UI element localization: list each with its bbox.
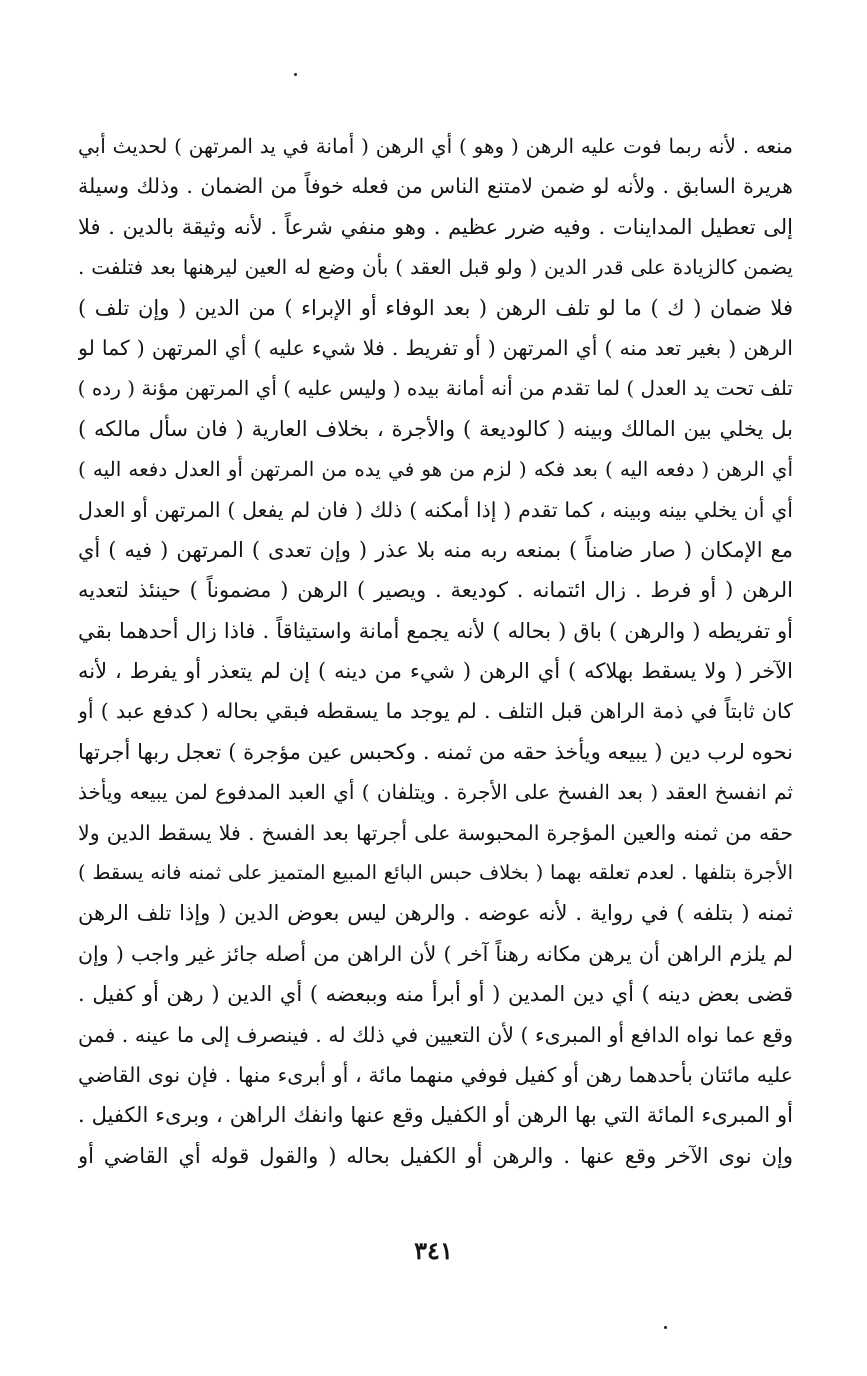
text-line: هريرة السابق . ولأنه لو ضمن لامتنع الناس من فعله خوفاً من الضمان . وذلك وسيلة <box>78 174 793 199</box>
text-line: نحوه لرب دين ( يبيعه ويأخذ حقه من ثمنه . وكحبس عين مؤجرة ) تعجل ربها أجرتها <box>78 739 793 764</box>
scan-speck <box>664 1326 667 1329</box>
text-line: أو تفريطه ( والرهن ) باق ( بحاله ) لأنه يجمع أمانة واستيثاقاً . فاذا زال أحدهما بقي <box>78 618 793 643</box>
text-line: وإن نوى الآخر وقع عنها . والرهن أو الكفيل بحاله ( والقول قوله أي القاضي أو <box>78 1143 793 1168</box>
text-line: ثمنه ( بتلفه ) في رواية . لأنه عوضه . والرهن ليس بعوض الدين ( وإذا تلف الرهن <box>78 901 793 926</box>
text-line: قضى بعض دينه ) أي دين المدين ( أو أبرأ منه وببعضه ) أي الدين ( رهن أو كفيل . <box>78 982 793 1007</box>
text-line: فلا ضمان ( ك ) ما لو تلف الرهن ( بعد الوفاء أو الإبراء ) من الدين ( وإن تلف ) <box>78 295 793 320</box>
scan-speck <box>294 73 297 76</box>
text-line: الأجرة بتلفها . لعدم تعلقه بهما ( بخلاف حبس البائع المبيع المتميز على ثمنه فانه يسقط ) <box>78 861 793 885</box>
text-line: أي أن يخلي بينه وبينه ، كما تقدم ( إذا أمكنه ) ذلك ( فان لم يفعل ) المرتهن أو العدل <box>78 497 793 522</box>
text-line: الآخر ( ولا يسقط بهلاكه ) أي الرهن ( شيء من دينه ) إن لم يتعذر أو يفرط ، لأنه <box>78 659 793 684</box>
text-line: وقع عما نواه الدافع أو المبرىء ) لأن التعيين في ذلك له . فينصرف إلى ما عينه . فمن <box>78 1022 793 1047</box>
text-line: يضمن كالزيادة على قدر الدين ( ولو قبل العقد ) بأن وضع له العين ليرهنها بعد فتلفت . <box>78 255 793 280</box>
text-line: كان ثابتاً في ذمة الراهن قبل التلف . لم يوجد ما يسقطه فبقي بحاله ( كدفع عبد ) أو <box>78 699 793 724</box>
text-line: أو المبرىء المائة التي بها الرهن أو الكفيل وقع عنها وانفك الراهن ، وبرىء الكفيل . <box>78 1103 793 1128</box>
text-line: تلف تحت يد العدل ) لما تقدم من أنه أمانة بيده ( وليس عليه ) أي المرتهن مؤنة ( رده ) <box>78 376 793 401</box>
text-line: منعه . لأنه ربما فوت عليه الرهن ( وهو ) أي الرهن ( أمانة في يد المرتهن ) لحديث أبي <box>78 134 793 158</box>
text-line: أي الرهن ( دفعه اليه ) بعد فكه ( لزم من هو في يده من المرتهن أو العدل دفعه اليه ) <box>78 457 793 482</box>
text-line: عليه مائتان بأحدهما رهن أو كفيل فوفي منهما مائة ، أو أبرىء منها . فإن نوى القاضي <box>78 1062 793 1087</box>
page-number: ٣٤١ <box>414 1236 453 1265</box>
text-line: لم يلزم الراهن أن يرهن مكانه رهناً آخر ) لأن الراهن من أصله جائز غير واجب ( وإن <box>78 941 793 966</box>
text-line: بل يخلي بين المالك وبينه ( كالوديعة ) والأجرة ، بخلاف العارية ( فان سأل مالكه ) <box>78 416 793 441</box>
text-line: ثم انفسخ العقد ( بعد الفسخ على الأجرة . ويتلفان ) أي العبد المدفوع لمن يبيعه ويأخذ <box>78 780 793 805</box>
body-text <box>78 126 793 1176</box>
text-line: إلى تعطيل المداينات . وفيه ضرر عظيم . وهو منفي شرعاً . لأنه وثيقة بالدين . فلا <box>78 214 793 239</box>
text-line: الرهن ( بغير تعد منه ) أي المرتهن ( أو تفريط . فلا شيء عليه ) أي المرتهن ( كما لو <box>78 335 793 360</box>
text-line: حقه من ثمنه والعين المؤجرة المحبوسة على أجرتها بعد الفسخ . فلا يسقط الدين ولا <box>78 820 793 845</box>
text-line: الرهن ( أو فرط . زال ائتمانه . كوديعة . ويصير ) الرهن ( مضموناً ) حينئذ لتعديه <box>78 578 793 603</box>
text-line: مع الإمكان ( صار ضامناً ) بمنعه ربه منه بلا عذر ( وإن تعدى ) المرتهن ( فيه ) أي <box>78 537 793 562</box>
